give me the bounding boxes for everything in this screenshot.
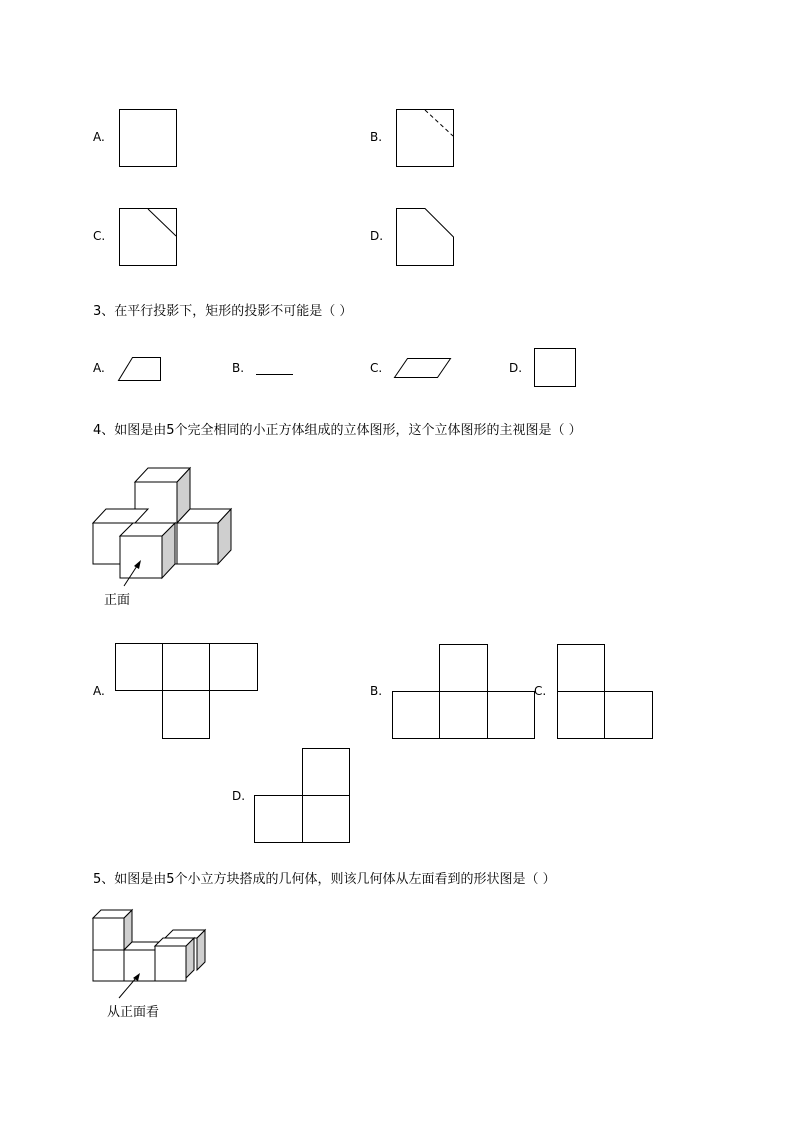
- question-5-text: 5、如图是由5个小立方块搭成的几何体，则该几何体从左面看到的形状图是（ ）: [93, 872, 556, 887]
- q3-option-a-label: A.: [93, 361, 105, 375]
- q4-option-a-grid: [116, 644, 258, 739]
- q2-option-c-square-solid-line: [120, 209, 177, 266]
- q2-option-c-label: C.: [93, 229, 106, 243]
- question-4-text: 4、如图是由5个完全相同的小正方体组成的立体图形，这个立体图形的主视图是（ ）: [93, 423, 582, 438]
- q4-option-c-label: C.: [534, 684, 547, 698]
- q3-option-b-label: B.: [232, 361, 245, 375]
- q4-figure-label: 正面: [104, 593, 131, 608]
- q2-option-a-square: [120, 110, 177, 167]
- q5-solid-figure: [93, 910, 205, 981]
- question-3-text: 3、在平行投影下，矩形的投影不可能是（ ）: [93, 304, 353, 319]
- q4-option-d-label: D.: [232, 789, 246, 803]
- q4-option-b-label: B.: [370, 684, 383, 698]
- q2-option-d-label: D.: [370, 229, 384, 243]
- q2-option-b-square-dashed: [397, 110, 454, 167]
- q5-figure-label: 从正面看: [107, 1005, 160, 1020]
- q3-option-a-trapezoid: [119, 358, 161, 381]
- q4-solid-figure: [93, 468, 231, 578]
- q2-option-a-label: A.: [93, 130, 105, 144]
- q2-option-d-cut-square: [397, 209, 454, 266]
- q2-option-b-label: B.: [370, 130, 383, 144]
- q4-option-d-grid: [255, 749, 350, 843]
- q3-option-c-parallelogram: [395, 359, 451, 378]
- q3-option-d-label: D.: [509, 361, 523, 375]
- q3-option-c-label: C.: [370, 361, 383, 375]
- q4-option-b-grid: [393, 645, 535, 739]
- q4-option-c-grid: [558, 645, 653, 739]
- q4-option-a-label: A.: [93, 684, 105, 698]
- q3-option-d-square: [535, 349, 576, 387]
